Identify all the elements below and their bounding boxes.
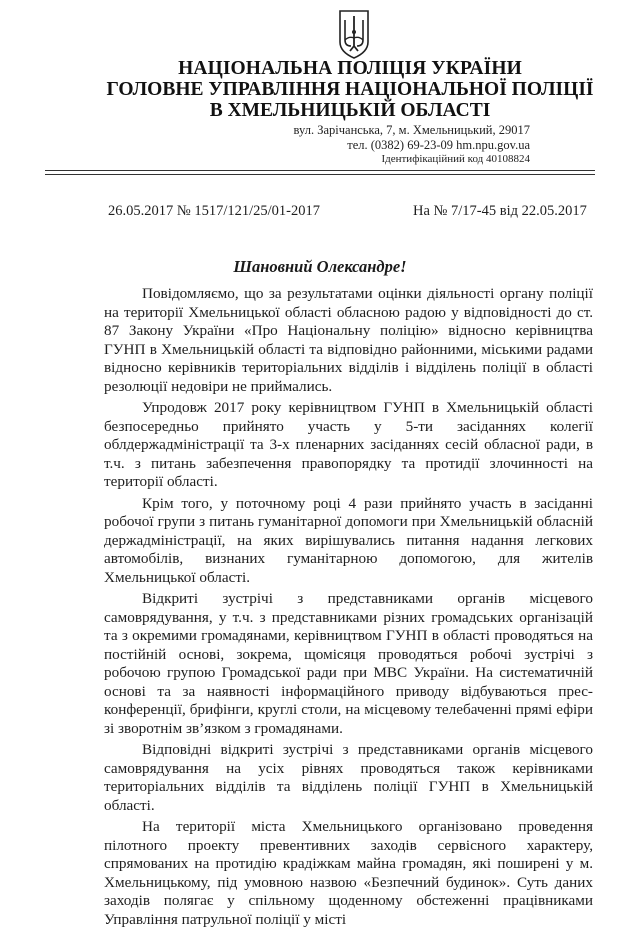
org-name-line3: В ХМЕЛЬНИЦЬКІЙ ОБЛАСТІ [209, 100, 491, 121]
paragraph: Крім того, у поточному році 4 рази прийнято участь в засіданні робочої групи з питань гуманітарної допомоги при Хмельницькій обласній держадміністрації, на яких вирішувались питання надання легкових автомобілів, визнаних гуманітарною допомогою, для жителів Хмельницької області. [104, 494, 593, 586]
header-divider-thick [45, 170, 595, 171]
org-name-line2: ГОЛОВНЕ УПРАВЛІННЯ НАЦІОНАЛЬНОЇ ПОЛІЦІЇ [106, 79, 594, 100]
paragraph: Упродовж 2017 року керівництвом ГУНП в Хмельницькій області безпосередньо прийнято участь у 5-ти засіданнях колегії облдержадміністрації та 3-х пленарних засіданнях сесій обласної ради, в т.ч. з питань забезпечення правопорядку та протидії злочинності на території області. [104, 399, 593, 490]
org-name-line1: НАЦІОНАЛЬНА ПОЛІЦІЯ УКРАЇНИ [178, 58, 522, 79]
letter-body [104, 285, 593, 932]
trident-coat-of-arms-icon [337, 8, 371, 60]
outgoing-reference: 26.05.2017 № 1517/121/25/01-2017 [108, 203, 320, 219]
address: вул. Зарічанська, 7, м. Хмельницький, 29017 [293, 123, 530, 137]
paragraph: Відкриті зустрічі з представниками органів місцевого самоврядування, у т.ч. з представниками різних громадських організацій та з окремими громадянами, керівництвом ГУНП в області проводяться на постійній основі, зокрема, щомісяця проводяться робочі зустрічі з робочою групою Громадської ради при МВС України. На систематичній основі та за наявності інформаційного приводу відбуваються прес-конференції, брифінги, круглі столи, на місцевому телебаченні прямі ефіри зі зворотнім зв’язком з громадянами. [104, 590, 593, 737]
paragraph: Повідомляємо, що за результатами оцінки діяльності органу поліції на території Хмельницької області обласною радою у відповідності до ст. 87 Закону України «Про Національну поліцію» відносно керівництва ГУНП в Хмельницькій області та відповідно районними, міськими радами відносно керівників територіальних відділів і відділень поліції в області резолюції недовіри не приймались. [104, 285, 593, 395]
paragraph: Відповідні відкриті зустрічі з представниками органів місцевого самоврядування на усіх рівнях проводяться також керівниками територіальних відділів та відділень поліції ГУНП в Хмельницькій області. [104, 741, 593, 814]
paragraph: На території міста Хмельницького організовано проведення пілотного проекту превентивних заходів сервісного характеру, спрямованих на протидію крадіжкам майна громадян, які поширені у м. Хмельницькому, під умовною назвою «Безпечний будинок». Суть даних заходів полягає у спільному щоденному обстеженні працівниками Управління патрульної поліції у місті [104, 818, 593, 928]
identification-code: Ідентифікаційний код 40108824 [381, 153, 530, 165]
salutation: Шановний Олександре! [233, 257, 407, 276]
incoming-reference: На № 7/17-45 від 22.05.2017 [413, 203, 587, 219]
header-divider-thin [45, 174, 595, 175]
phone-website: тел. (0382) 69-23-09 hm.npu.gov.ua [347, 138, 530, 152]
